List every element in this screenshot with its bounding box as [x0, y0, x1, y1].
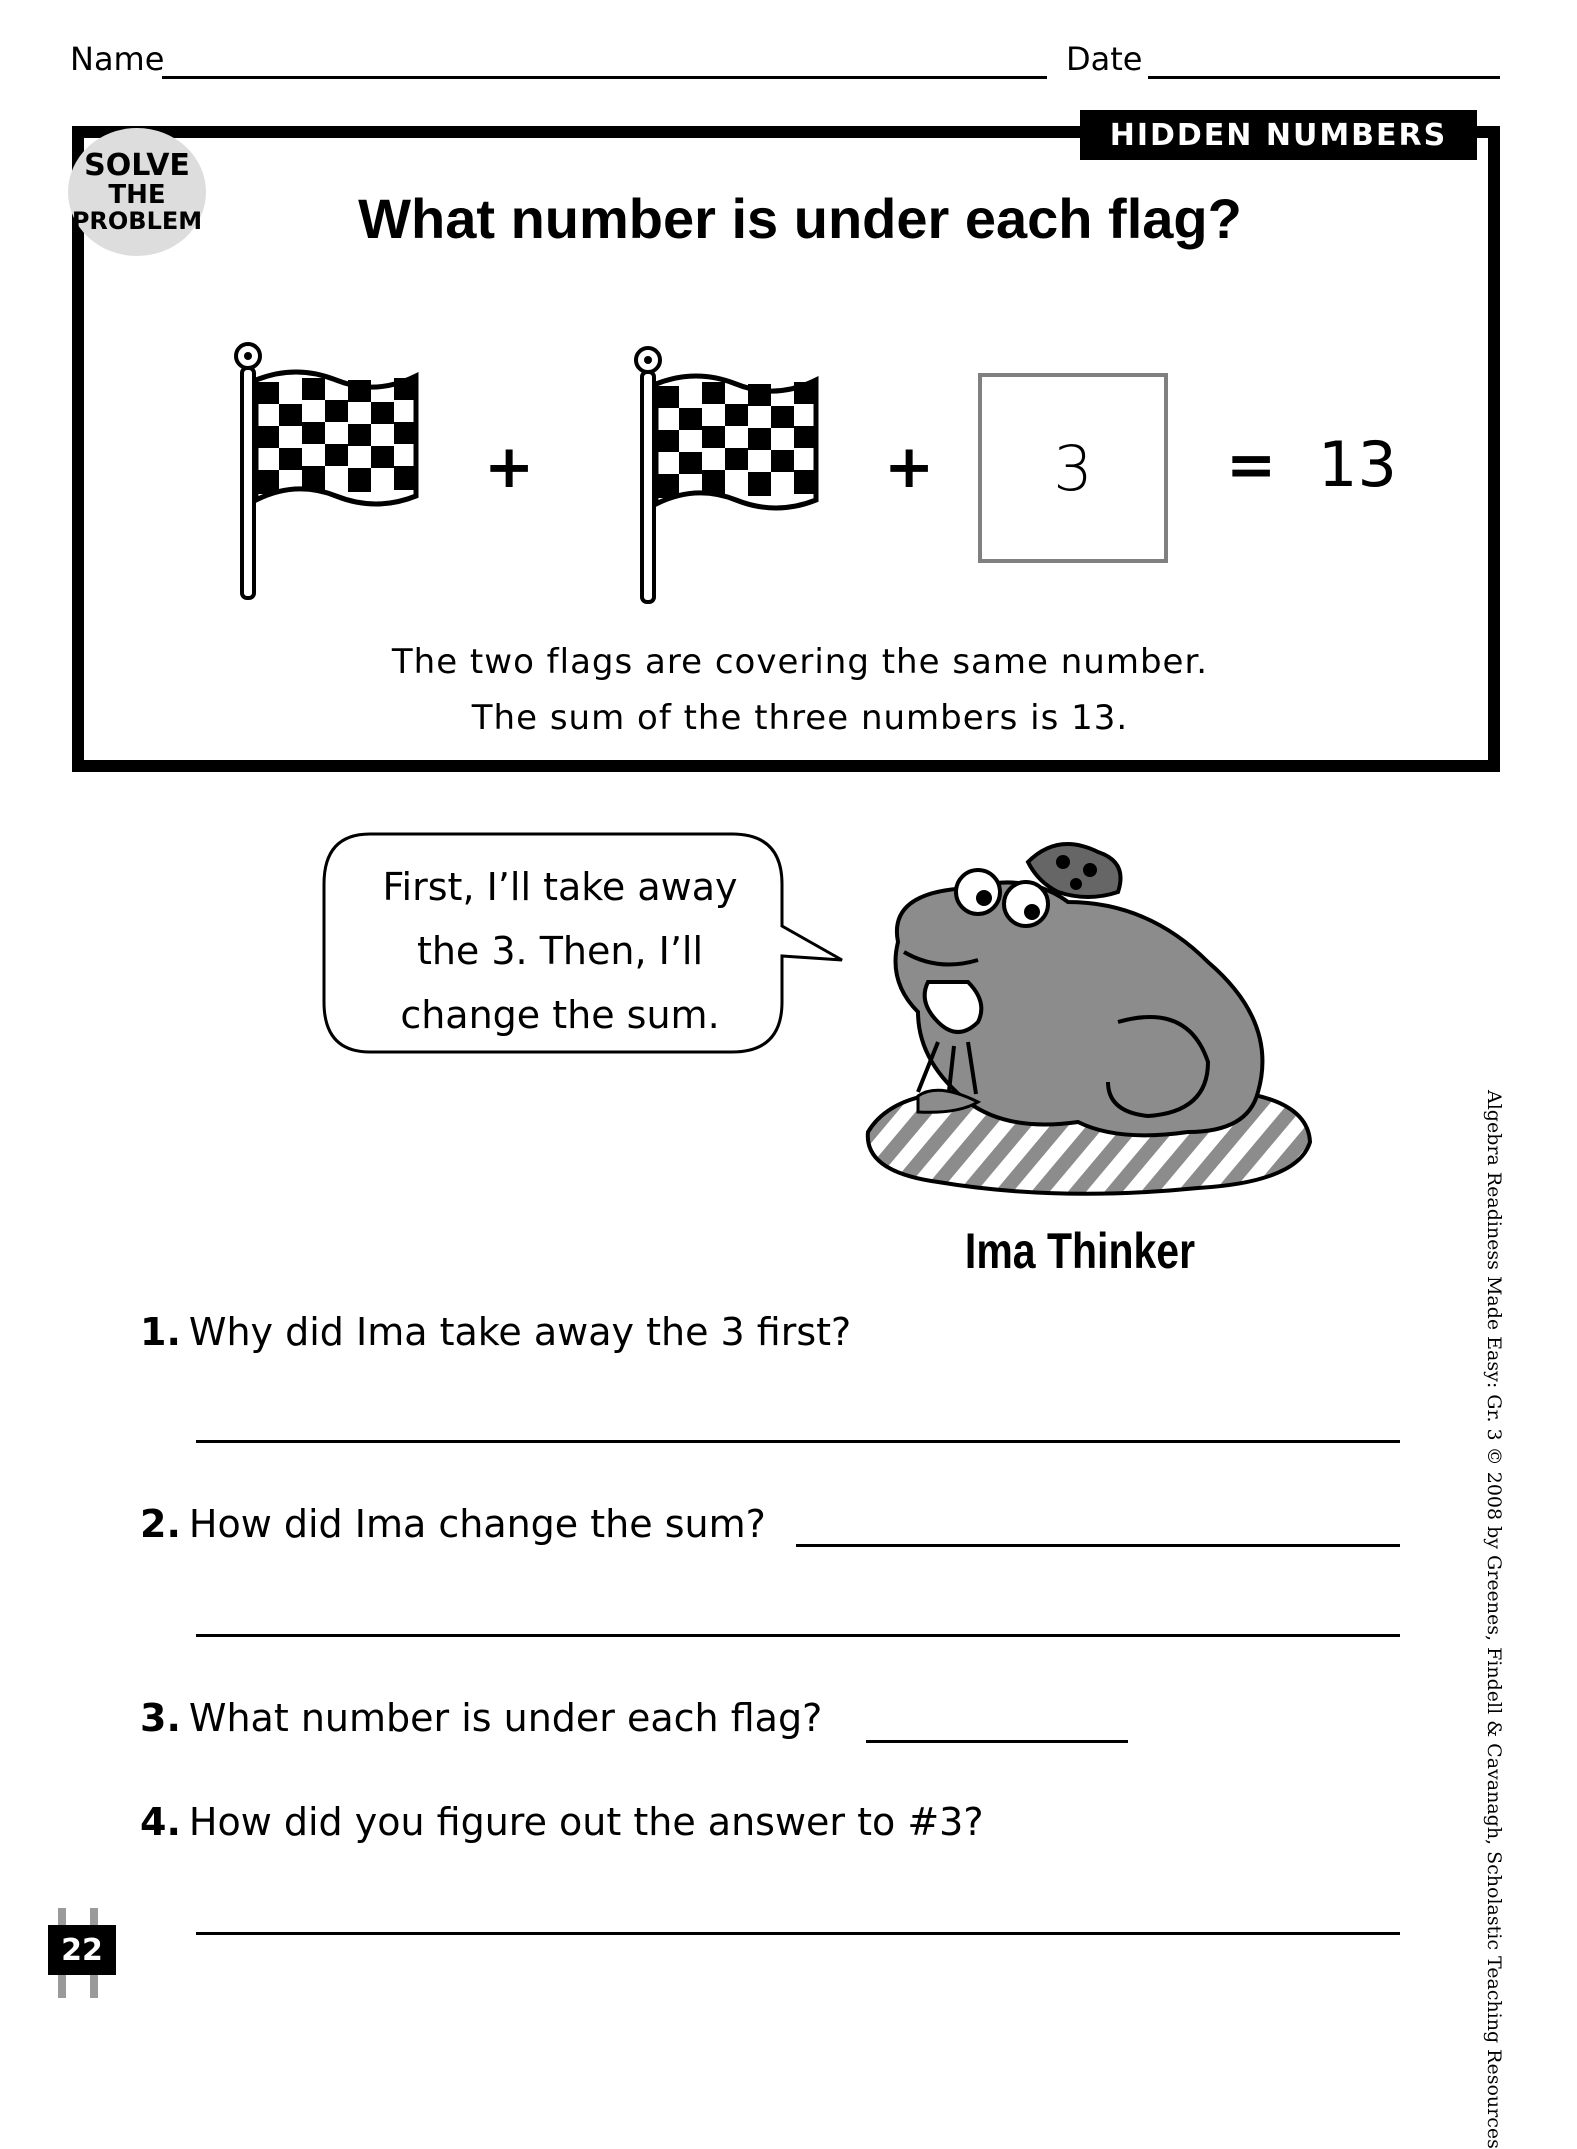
- bubble-line-3: change the sum.: [400, 993, 720, 1037]
- question-text: What number is under each flag?: [188, 1696, 823, 1740]
- question-4: [140, 1800, 984, 1844]
- question-text: How did you figure out the answer to #3?: [188, 1800, 984, 1844]
- section-tab: HIDDEN NUMBERS: [1080, 110, 1477, 160]
- bubble-line-1: First, I’ll take away: [382, 865, 738, 909]
- clue-line-1: The two flags are covering the same number.: [391, 642, 1209, 682]
- question-text: How did Ima change the sum?: [188, 1502, 766, 1546]
- name-field[interactable]: [162, 76, 1047, 79]
- answer-line-3[interactable]: [866, 1740, 1128, 1743]
- question-number: 2.: [140, 1502, 181, 1546]
- solve-badge: [68, 128, 206, 256]
- plus-sign: +: [884, 432, 935, 502]
- question-3: [140, 1696, 822, 1740]
- page-number: 22: [48, 1925, 116, 1975]
- question-number: 4.: [140, 1800, 181, 1844]
- sum-value: 13: [1318, 428, 1397, 501]
- checkered-flag-icon: [220, 342, 420, 602]
- question-2: [140, 1502, 766, 1546]
- known-addend-box: [978, 373, 1168, 563]
- question-text: Why did Ima take away the 3 first?: [188, 1310, 852, 1354]
- question-1: [140, 1310, 851, 1354]
- known-addend-value: 3: [1053, 431, 1093, 505]
- date-field[interactable]: [1148, 76, 1500, 79]
- answer-line-2a[interactable]: [796, 1544, 1400, 1547]
- date-label: Date: [1066, 40, 1143, 78]
- copyright-notice: Algebra Readiness Made Easy: Gr. 3 © 2008 by Greenes, Findell & Cavanagh, Scholastic Teaching Resources: [1483, 1090, 1505, 2149]
- checkered-flag-icon: [620, 346, 820, 606]
- speech-bubble-text: [340, 855, 780, 1047]
- name-label: Name: [70, 40, 165, 78]
- answer-line-2b[interactable]: [196, 1634, 1400, 1637]
- plus-sign: +: [484, 432, 535, 502]
- problem-title: What number is under each flag?: [358, 187, 1242, 250]
- bubble-line-2: the 3. Then, I’ll: [416, 929, 704, 973]
- answer-line-4[interactable]: [196, 1932, 1400, 1935]
- question-number: 3.: [140, 1696, 181, 1740]
- badge-line-3: PROBLEM: [71, 206, 203, 235]
- clue-line-2: The sum of the three numbers is 13.: [471, 698, 1129, 738]
- badge-line-2: THE: [108, 179, 166, 210]
- equals-sign: =: [1226, 430, 1277, 500]
- frog-illustration: [858, 832, 1318, 1212]
- badge-line-1: SOLVE: [84, 148, 190, 183]
- character-name: Ima Thinker: [964, 1223, 1196, 1279]
- question-number: 1.: [140, 1310, 181, 1354]
- answer-line-1[interactable]: [196, 1440, 1400, 1443]
